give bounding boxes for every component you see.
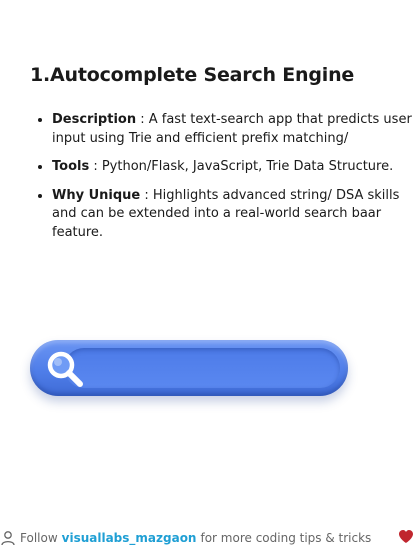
feature-list bbox=[34, 110, 412, 251]
magnifier-icon bbox=[44, 348, 86, 390]
footer-prefix: Follow bbox=[20, 531, 58, 545]
description-term: Description bbox=[52, 112, 137, 127]
why-unique-term: Why Unique bbox=[52, 187, 141, 203]
footer-suffix: for more coding tips & tricks bbox=[200, 531, 372, 545]
footer-handle-link[interactable]: visuallabs_mazgaon bbox=[61, 531, 197, 545]
list-item-tools bbox=[52, 157, 412, 177]
page-title: 1.Autocomplete Search Engine bbox=[30, 64, 355, 86]
heart-icon[interactable] bbox=[398, 529, 414, 544]
tools-term: Tools bbox=[52, 159, 90, 174]
tools-text: : Python/Flask, JavaScript, Trie Data Structure. bbox=[89, 159, 394, 174]
list-item-why-unique bbox=[52, 186, 412, 243]
description-text: : A fast text-search app that predicts user input using Trie and efficient prefix matching/ bbox=[52, 112, 412, 146]
list-item-description bbox=[52, 110, 412, 148]
search-bar-field bbox=[64, 348, 340, 388]
search-bar-illustration bbox=[30, 340, 348, 396]
user-icon bbox=[0, 530, 16, 546]
footer-bar bbox=[0, 528, 420, 548]
why-unique-text: : Highlights advanced string/ DSA skills and can be extended into a real-world search baar feature. bbox=[52, 187, 400, 240]
